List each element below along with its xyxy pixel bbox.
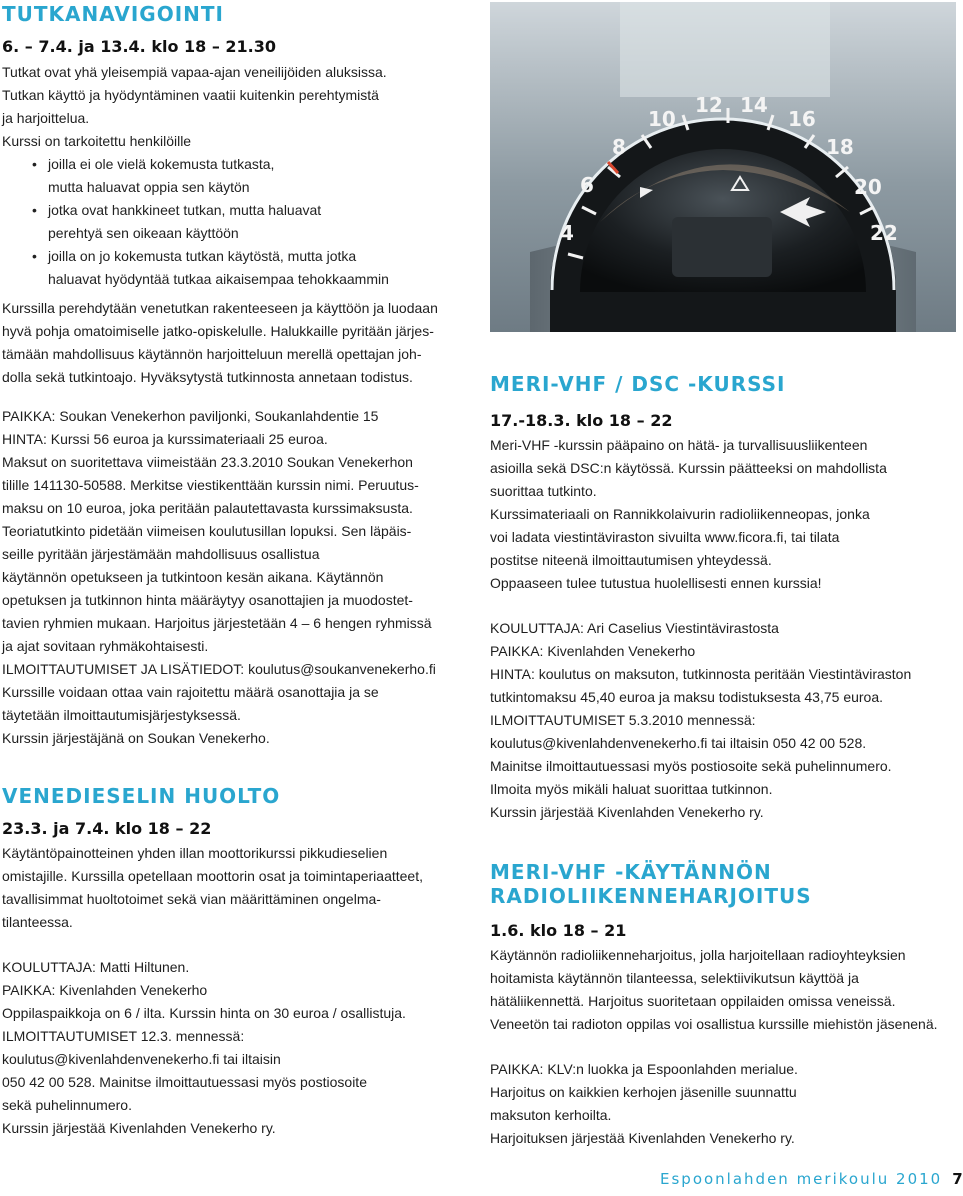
target-audience-list [2, 153, 470, 291]
section-date-vhf-kaytannon: 1.6. klo 18 – 21 [490, 921, 627, 940]
dial-number: 20 [854, 175, 882, 199]
text-line: tavallisimmat huoltotoimet sekä vian määrittäminen ongelma- [2, 891, 381, 907]
list-item [2, 199, 470, 245]
text-line: Käytännön radioliikenneharjoitus, jolla harjoitellaan radioyhteyksien [490, 947, 906, 963]
text-line: ILMOITTAUTUMISET 5.3.2010 mennessä: [490, 712, 756, 728]
dial-number: 10 [648, 107, 676, 131]
text-line: Meri-VHF -kurssin pääpaino on hätä- ja turvallisuusliikenteen [490, 437, 868, 453]
text-line: Kurssimateriaali on Rannikkolaivurin radioliikenneopas, jonka [490, 506, 870, 522]
text-line: Harjoitus on kaikkien kerhojen jäsenille suunnattu [490, 1084, 797, 1100]
list-item-line: perehtyä sen oikeaan käyttöön [48, 225, 239, 241]
text-line: HINTA: koulutus on maksuton, tutkinnosta peritään Viestintäviraston [490, 666, 912, 682]
text-line: suorittaa tutkinto. [490, 483, 597, 499]
text-line: tilanteessa. [2, 914, 73, 930]
text-line: ILMOITTAUTUMISET 12.3. mennessä: [2, 1028, 245, 1044]
course-details [2, 405, 470, 750]
list-item [2, 153, 470, 199]
footer-title: Espoonlahden merikoulu 2010 [660, 1170, 943, 1188]
text-line: ja harjoittelua. [2, 110, 90, 126]
text-line: 050 42 00 528. Mainitse ilmoittautuessasi myös postiosoite [2, 1074, 367, 1090]
intro-paragraph [2, 61, 470, 153]
text-line: omistajille. Kurssilla opetellaan moottorin osat ja toimintaperiaatteet, [2, 868, 423, 884]
text-line: Kurssin järjestää Kivenlahden Venekerho ry. [490, 804, 764, 820]
text-line: Harjoituksen järjestää Kivenlahden Venekerho ry. [490, 1130, 795, 1146]
compass-illustration [490, 2, 956, 332]
section-title-line: MERI-VHF -KÄYTÄNNÖN [490, 860, 772, 884]
text-line: hätäliikennettä. Harjoitus suoritetaan oppilaiden omissa veneissä. [490, 993, 896, 1009]
course-description [2, 297, 470, 389]
dial-number: 18 [826, 135, 854, 159]
text-line: maksuton kerhoilta. [490, 1107, 612, 1123]
dial-number: 12 [695, 93, 723, 117]
text-line: Teoriatutkinto pidetään viimeisen koulutusillan lopuksi. Sen läpäis- [2, 523, 412, 539]
registration-line: ILMOITTAUTUMISET JA LISÄTIEDOT: koulutus@soukanvenekerho.fi [2, 661, 436, 677]
text-line: postitse niteenä ilmoittautumisen yhteydessä. [490, 552, 772, 568]
text-line: Käytäntöpainotteinen yhden illan moottorikurssi pikkudieselien [2, 845, 388, 861]
text-line: hoitamista käytännön tilanteessa, selektiivikutsun käyttöä ja [490, 970, 859, 986]
page-number: 7 [952, 1170, 963, 1188]
dial-number: 22 [870, 221, 898, 245]
text-line: PAIKKA: Kivenlahden Venekerho [490, 643, 696, 659]
text-line: Tutkan käyttö ja hyödyntäminen vaatii kuitenkin perehtymistä [2, 87, 379, 103]
dial-number: 14 [740, 93, 768, 117]
text-line: Kurssille voidaan ottaa vain rajoitettu määrä osanottajia ja se [2, 684, 379, 700]
section-title-venedieselin-huolto: VENEDIESELIN HUOLTO [2, 784, 281, 808]
text-line: Oppilaspaikkoja on 6 / ilta. Kurssin hinta on 30 euroa / osallistuja. [2, 1005, 406, 1021]
practice-description [490, 944, 958, 1036]
text-line: PAIKKA: KLV:n luokka ja Espoonlahden merialue. [490, 1061, 798, 1077]
text-line: Maksut on suoritettava viimeistään 23.3.2010 Soukan Venekerhon [2, 454, 413, 470]
text-line: HINTA: Kurssi 56 euroa ja kurssimateriaali 25 euroa. [2, 431, 328, 447]
section-title-vhf-kaytannon [490, 860, 958, 908]
text-line: hyvä pohja omatoimiselle jatko-opiskelulle. Halukkaille pyritään järjes- [2, 323, 434, 339]
text-line: Ilmoita myös mikäli haluat suorittaa tutkinnon. [490, 781, 773, 797]
text-line: PAIKKA: Kivenlahden Venekerho [2, 982, 208, 998]
list-item [2, 245, 470, 291]
text-line: Kurssin järjestäjänä on Soukan Venekerho. [2, 730, 270, 746]
dial-number: 8 [612, 135, 626, 159]
text-line: tavien ryhmien mukaan. Harjoitus järjestetään 4 – 6 hengen ryhmissä [2, 615, 432, 631]
list-item-line: jotka ovat hankkineet tutkan, mutta haluavat [48, 202, 322, 218]
compass-housing [672, 217, 772, 277]
text-line: KOULUTTAJA: Ari Caselius Viestintävirastosta [490, 620, 779, 636]
vhf-description [490, 434, 958, 595]
text-line: asioilla sekä DSC:n käytössä. Kurssin päätteeksi on mahdollista [490, 460, 887, 476]
practice-details [490, 1058, 958, 1150]
dial-number: 6 [580, 173, 594, 197]
text-line: Kurssin järjestää Kivenlahden Venekerho ry. [2, 1120, 276, 1136]
text-line: dolla sekä tutkintoajo. Hyväksytystä tutkinnosta annetaan todistus. [2, 369, 413, 385]
text-line: Mainitse ilmoittautuessasi myös postiosoite sekä puhelinnumero. [490, 758, 892, 774]
text-line: täytetään ilmoittautumisjärjestyksessä. [2, 707, 241, 723]
list-item-line: haluavat hyödyntää tutkaa aikaisempaa tehokkaammin [48, 271, 389, 287]
text-line: maksu on 10 euroa, joka peritään palautettavasta kurssimaksusta. [2, 500, 413, 516]
right-column [490, 372, 958, 1150]
text-line: Kurssilla perehdytään venetutkan rakenteeseen ja käyttöön ja luodaan [2, 300, 438, 316]
compass-photo [490, 2, 956, 332]
diesel-description [2, 842, 470, 934]
section-date-meri-vhf-dsc: 17.-18.3. klo 18 – 22 [490, 411, 673, 430]
text-line: Oppaaseen tulee tutustua huolellisesti ennen kurssia! [490, 575, 822, 591]
list-item-line: joilla on jo kokemusta tutkan käytöstä, mutta jotka [48, 248, 357, 264]
page-footer [660, 1170, 963, 1188]
left-column [2, 0, 470, 1140]
text-line: koulutus@kivenlahdenvenekerho.fi tai iltaisin [2, 1051, 281, 1067]
section-title-line: RADIOLIIKENNEHARJOITUS [490, 884, 812, 908]
section-date-tutkanavigointi: 6. – 7.4. ja 13.4. klo 18 – 21.30 [2, 37, 277, 56]
section-title-tutkanavigointi: TUTKANAVIGOINTI [2, 2, 224, 26]
text-line: Veneetön tai radioton oppilas voi osallistua kurssille miehistön jäsenenä. [490, 1016, 938, 1032]
text-line: tämään mahdollisuus käytännön harjoitteluun merellä opettajan joh- [2, 346, 422, 362]
text-line: Tutkat ovat yhä yleisempiä vapaa-ajan veneilijöiden aluksissa. [2, 64, 387, 80]
text-line: sekä puhelinnumero. [2, 1097, 132, 1113]
list-item-line: mutta haluavat oppia sen käytön [48, 179, 250, 195]
dial-number: 4 [560, 221, 574, 245]
text-line: Kurssi on tarkoitettu henkilöille [2, 133, 192, 149]
list-item-line: joilla ei ole vielä kokemusta tutkasta, [48, 156, 275, 172]
text-line: KOULUTTAJA: Matti Hiltunen. [2, 959, 190, 975]
text-line: tilille 141130-50588. Merkitse viestikenttään kurssin nimi. Peruutus- [2, 477, 419, 493]
text-line: koulutus@kivenlahdenvenekerho.fi tai iltaisin 050 42 00 528. [490, 735, 867, 751]
text-line: käytännön opetukseen ja tutkintoon kesän aikana. Käytännön [2, 569, 384, 585]
text-line: PAIKKA: Soukan Venekerhon paviljonki, Soukanlahdentie 15 [2, 408, 379, 424]
text-line: tutkintomaksu 45,40 euroa ja maksu todistuksesta 43,75 euroa. [490, 689, 884, 705]
text-line: seille pyritään järjestämään mahdollisuus osallistua [2, 546, 320, 562]
vhf-details [490, 617, 958, 824]
text-line: opetuksen ja tutkinnon hinta määräytyy osanottajien ja muodostet- [2, 592, 413, 608]
text-line: voi ladata viestintäviraston sivuilta www.ficora.fi, tai tilata [490, 529, 840, 545]
section-date-venedieselin-huolto: 23.3. ja 7.4. klo 18 – 22 [2, 819, 212, 838]
text-line: ja ajat sovitaan ryhmäkohtaisesti. [2, 638, 209, 654]
diesel-details [2, 956, 470, 1140]
dial-number: 16 [788, 107, 816, 131]
section-title-meri-vhf-dsc: MERI-VHF / DSC -KURSSI [490, 372, 786, 396]
